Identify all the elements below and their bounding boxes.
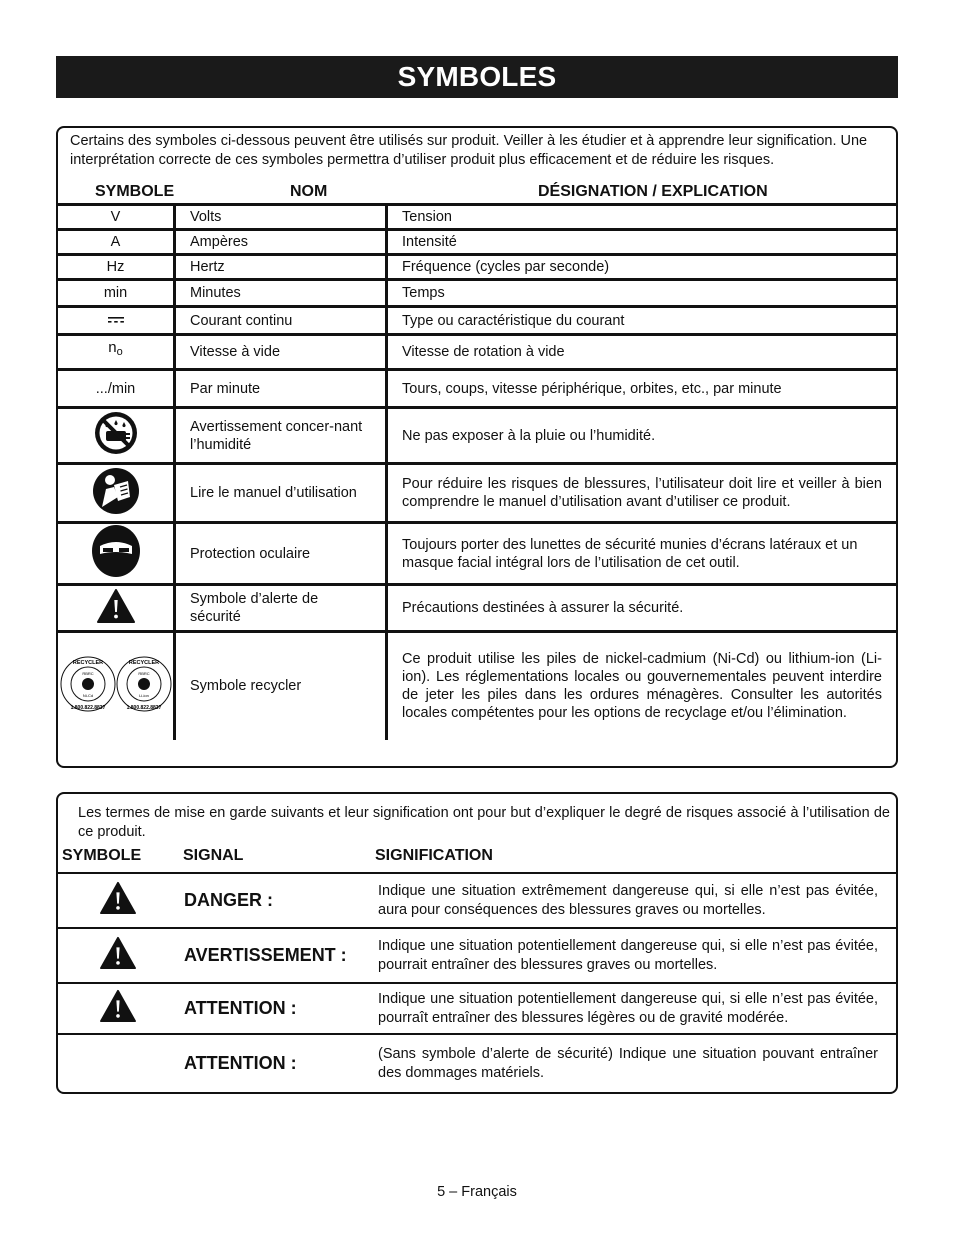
symbol-cell [58,464,175,523]
svg-text:Li-ion: Li-ion [138,692,149,698]
header-explanation: DÉSIGNATION / EXPLICATION [538,183,768,200]
explanation-cell: Pour réduire les risques de blessures, l’utilisateur doit lire et veiller à bien comprendre le manuel d’utilisation avant d’utiliser ce produit. [387,464,897,523]
explanation-cell: Temps [387,280,897,307]
safety-alert-icon [99,936,137,976]
table-row [58,280,896,307]
table-row [58,464,896,523]
header-symbol: SYMBOLE [95,183,175,200]
name-cell: Courant continu [175,307,387,335]
table-row [58,585,896,632]
no-load-speed-symbol: $n_o$ [108,338,123,358]
name-cell: Avertissement concer-nant l’humidité [175,408,387,464]
signals-intro: Les termes de mise en garde suivants et leur signification ont pour but d’expliquer le degré de risques associé à l’utilisation de ce produit. [78,805,890,840]
safety-alert-icon [99,881,137,921]
explanation-cell: Fréquence (cycles par seconde) [387,255,897,280]
symbol-cell [58,335,175,370]
read-manual-icon [92,467,140,520]
symbol-cell: V [58,205,175,230]
explanation-cell: Ce produit utilise les piles de nickel-cadmium (Ni-Cd) ou lithium-ion (Li-ion). Les réglementations locales ou gouvernementales peuvent interdire de jeter les piles dans les ordures ménagères. Consulter les autorités locales compétentes pour les options de recyclage et/ou l’élimination. [387,632,897,740]
signal-meaning: Indique une situation extrêmement dangereuse qui, si elle n’est pas évitée, aura pour conséquences des blessures graves ou mortelles. [378,882,878,918]
header-symbol: SYMBOLE [62,847,142,864]
table-row [58,408,896,464]
name-cell: Par minute [175,370,387,408]
signal-label: AVERTISSEMENT : [178,928,377,983]
direct-current-icon [107,312,125,330]
explanation-cell: Tension [402,209,452,225]
symbols-table [58,203,896,740]
name-cell: Minutes [175,280,387,307]
svg-text:RECYCLER: RECYCLER [128,659,159,666]
name-cell: Vitesse à vide [175,335,387,370]
symbol-cell [58,408,175,464]
page-footer: 5 – Français [437,1184,517,1200]
table-row [58,370,896,408]
header-name: NOM [290,183,328,200]
signal-meaning: Indique une situation potentiellement dangereuse qui, si elle n’est pas évitée, pourrait entraîner des blessures graves ou mortelles. [377,928,896,983]
signals-box [56,792,898,1094]
svg-text:1.800.822.8837: 1.800.822.8837 [126,704,161,711]
header-signal: SIGNAL [183,847,244,864]
signal-meaning: Indique une situation potentiellement dangereuse qui, si elle n’est pas évitée, pourraît entraîner des blessures légères ou de gravité modérée. [377,983,896,1034]
symbols-box [56,126,898,768]
signal-meaning: (Sans symbole d’alerte de sécurité) Indique une situation pouvant entraîner des dommages matériels. [377,1034,896,1092]
name-cell: Ampères [175,230,387,255]
table-row [58,632,896,740]
name-cell: Symbole d’alerte de sécurité [175,585,387,632]
name-cell: Volts [175,205,387,230]
svg-text:RECYCLER: RECYCLER [72,659,103,666]
table-row [58,255,896,280]
svg-text:Ni-Cd: Ni-Cd [82,692,93,698]
table-row [58,230,896,255]
explanation-cell: Intensité [387,230,897,255]
symbol-cell: Hz [58,255,175,280]
explanation-cell: Vitesse de rotation à vide [387,335,897,370]
safety-alert-icon [99,989,137,1029]
svg-text:RBRC: RBRC [137,670,150,676]
symbol-cell [58,928,178,983]
safety-alert-icon [96,588,136,629]
explanation-cell: Tours, coups, vitesse périphérique, orbites, etc., par minute [387,370,897,408]
table-row [58,523,896,585]
page-title: SYMBOLES [56,56,898,98]
symbol-cell [58,523,175,585]
symbol-cell: A [58,230,175,255]
signal-label: ATTENTION : [178,1034,377,1092]
eye-protection-icon [91,524,141,583]
name-cell: Symbole recycler [175,632,387,740]
table-row [58,983,896,1034]
header-meaning: SIGNIFICATION [375,847,493,864]
symbol-cell [58,307,175,335]
signals-table [58,872,896,1092]
svg-text:RBRC: RBRC [81,670,94,676]
signal-label: ATTENTION : [178,983,377,1034]
signal-label: DANGER : [184,890,273,910]
table-row [58,928,896,983]
table-row [58,205,896,230]
name-cell: Hertz [175,255,387,280]
no-wet-conditions-icon [94,411,138,460]
table-row [58,307,896,335]
table-row [58,335,896,370]
explanation-cell: Toujours porter des lunettes de sécurité munies d’écrans latéraux et un masque facial intégral lors de l’utilisation de cet outil. [387,523,897,585]
symbol-cell [58,585,175,632]
recycle-seal-icon [60,654,172,719]
table-row [58,1034,896,1092]
name-cell: Lire le manuel d’utilisation [175,464,387,523]
symbols-intro: Certains des symboles ci-dessous peuvent être utilisés sur produit. Veiller à les étudier et à apprendre leur signification. Une interprétation correcte de ces symboles permettra d’utiliser produit plus efficacement et de réduire les risques. [70,133,868,168]
symbol-cell: min [58,280,175,307]
svg-text:1.800.822.8837: 1.800.822.8837 [70,704,105,711]
symbol-cell [58,632,175,740]
explanation-cell: Précautions destinées à assurer la sécurité. [387,585,897,632]
explanation-cell: Type ou caractéristique du courant [387,307,897,335]
name-cell: Protection oculaire [175,523,387,585]
symbol-cell [58,873,178,928]
explanation-cell: Ne pas exposer à la pluie ou l’humidité. [387,408,897,464]
symbol-cell [58,1034,178,1092]
symbol-cell [58,983,178,1034]
symbol-cell: .../min [58,370,175,408]
table-row [58,873,896,928]
